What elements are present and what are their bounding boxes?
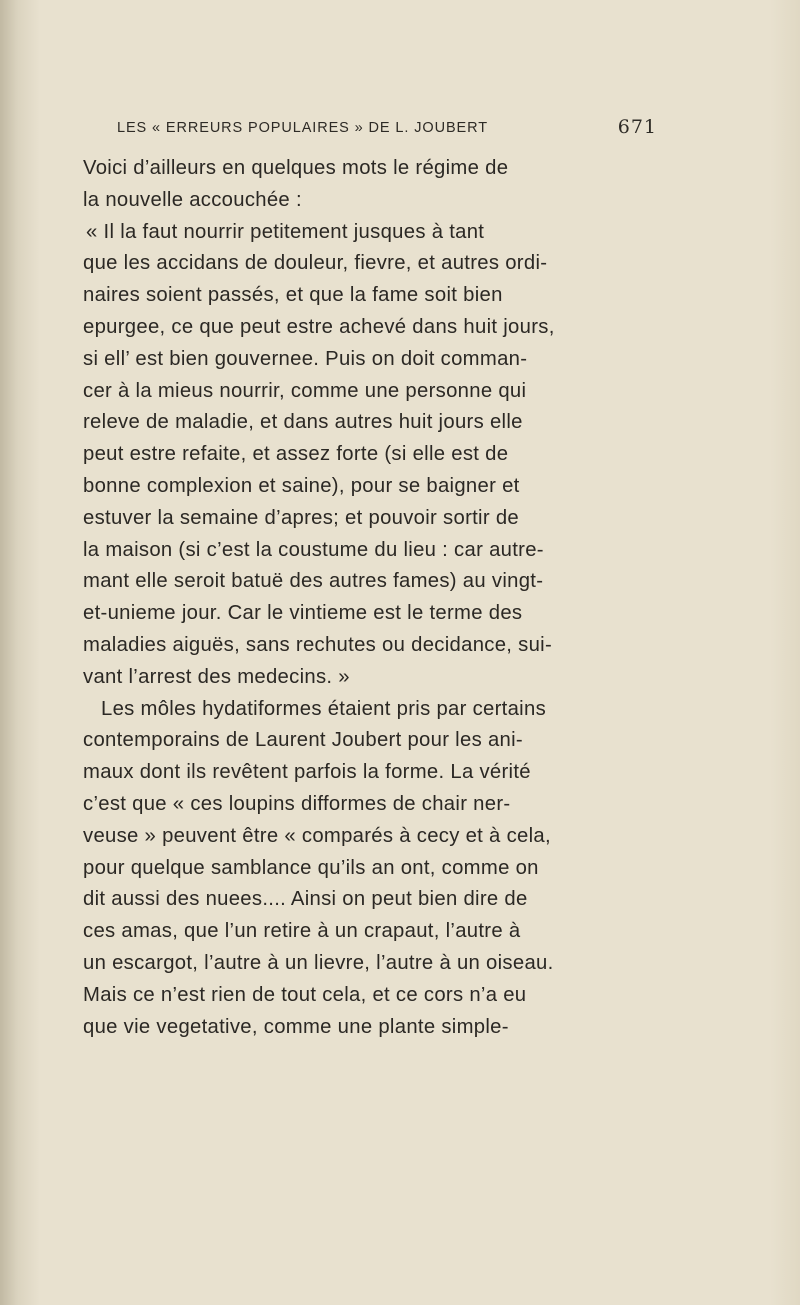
text-line: pour quelque samblance qu’ils an ont, comme on: [83, 856, 539, 879]
text-line: epurgee, ce que peut estre achevé dans huit jours,: [83, 316, 555, 338]
text-line: c’est que « ces loupins difformes de chair ner-: [83, 793, 511, 815]
text-line: « Il la faut nourrir petitement jusques à tant: [86, 220, 485, 243]
text-line: contemporains de Laurent Joubert pour les ani-: [83, 729, 523, 752]
text-line: Mais ce n’est rien de tout cela, et ce cors n’a eu: [83, 983, 527, 1006]
text-line: Voici d’ailleurs en quelques mots le régime de: [83, 157, 509, 179]
running-head-title: LES « ERREURS POPULAIRES » DE L. JOUBERT: [117, 120, 488, 136]
text-line: dit aussi des nuees.... Ainsi on peut bien dire de: [83, 888, 528, 911]
page-number: 671: [617, 116, 657, 138]
text-line: veuse » peuvent être « comparés à cecy et à cela,: [83, 824, 551, 847]
text-line: la maison (si c’est la coustume du lieu : car autre-: [83, 538, 544, 561]
text-line: peut estre refaite, et assez forte (si elle est de: [83, 443, 509, 466]
text-line: maux dont ils revêtent parfois la forme. La vérité: [83, 761, 531, 784]
text-line: vant l’arrest des medecins. »: [83, 665, 350, 688]
text-line: ces amas, que l’un retire à un crapaut, l’autre à: [83, 920, 521, 943]
text-line: un escargot, l’autre à un lievre, l’autre à un oiseau.: [83, 952, 554, 974]
running-head: [117, 116, 657, 142]
text-line: et-unieme jour. Car le vintieme est le terme des: [83, 602, 523, 625]
text-line: mant elle seroit batuë des autres fames) au vingt-: [83, 570, 544, 593]
text-line: bonne complexion et saine), pour se baigner et: [83, 475, 520, 497]
text-line: cer à la mieus nourrir, comme une personne qui: [83, 379, 527, 402]
text-line: naires soient passés, et que la fame soit bien: [83, 284, 503, 307]
text-line: la nouvelle accouchée :: [83, 188, 302, 211]
text-line: que les accidans de douleur, fievre, et autres ordi-: [83, 252, 548, 275]
text-line: estuver la semaine d’apres; et pouvoir sortir de: [83, 506, 520, 529]
text-line: que vie vegetative, comme une plante simple-: [83, 1015, 509, 1038]
text-line: maladies aiguës, sans rechutes ou decidance, sui-: [83, 634, 553, 656]
text-line: Les môles hydatiformes étaient pris par certains: [101, 697, 547, 720]
text-line: si ell’ est bien gouvernee. Puis on doit comman-: [83, 347, 528, 370]
text-line: releve de maladie, et dans autres huit jours elle: [83, 411, 523, 434]
